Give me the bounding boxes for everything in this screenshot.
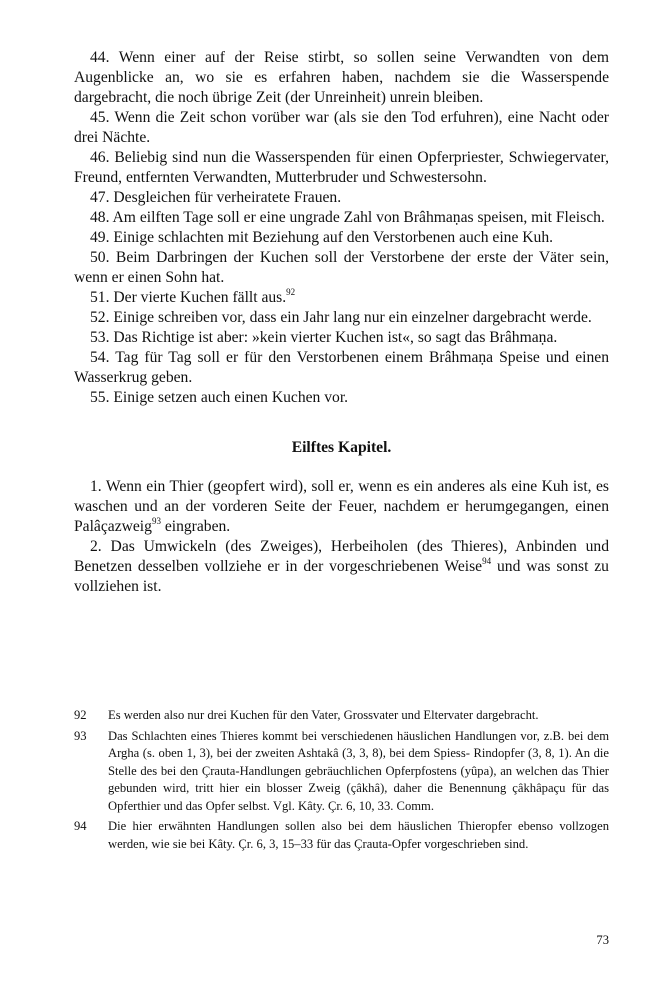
page-body — [74, 48, 609, 597]
paragraph-49: 49. Einige schlachten mit Beziehung auf den Verstorbenen auch eine Kuh. — [90, 229, 554, 246]
paragraph-53: 53. Das Richtige ist aber: »kein vierter Kuchen ist«, so sagt das Brâhmaṇa. — [90, 329, 558, 346]
footnote-text: Die hier erwähnten Handlungen sollen also bei dem häuslichen Thieropfer ebenso vollzogen werden, wie sie bei Kâty. Çr. 6, 3, 15–33 für das Çrauta-Opfer vorgeschrieben sind. — [108, 819, 609, 851]
footnote-ref-92[interactable]: 92 — [286, 287, 296, 297]
paragraph-50: 50. Beim Darbringen der Kuchen soll der Verstorbene der erste der Väter sein, wenn er einen Sohn hat. — [74, 249, 609, 286]
chapter-paragraph-1-text: 1. Wenn ein Thier (geopfert wird), soll er, wenn es ein anderes als eine Kuh ist, es waschen und an der vorderen Seite der Feuer, nachdem er herumgegangen, einen Palâçazweig — [74, 478, 609, 535]
footnote-text: Es werden also nur drei Kuchen für den Vater, Grossvater und Eltervater dargebracht. — [108, 708, 539, 722]
paragraph-46: 46. Beliebig sind nun die Wasserspenden für einen Opferpriester, Schwiegervater, Freund, entfernten Verwandten, Mutterbruder und Schwestersohn. — [74, 149, 609, 186]
footnote-ref-94[interactable]: 94 — [482, 556, 492, 566]
paragraph-51 — [74, 288, 609, 308]
page-number: 73 — [596, 933, 609, 947]
paragraph-52: 52. Einige schreiben vor, dass ein Jahr lang nur ein einzelner dargebracht werde. — [90, 309, 592, 326]
footnote-92 — [74, 707, 609, 725]
paragraph-51-text: 51. Der vierte Kuchen fällt aus. — [90, 289, 287, 306]
footnote-text: Das Schlachten eines Thieres kommt bei verschiedenen häuslichen Handlungen vor, z.B. bei dem Argha (s. oben 1, 3), bei der zweiten Ashtakâ (3, 3, 8), bei dem Spiess- Rindopfer (3, 8, 1). An die Stelle des bei den Çrauta-Handlungen gebräuchlichen Opferpfostens (yûpa), an welchen das Thier gebunden wird, tritt hier ein blosser Zweig (çâkhâ), daher die Benennung çâkhâpaçu für das Opferthier und das Opfer selbst. Vgl. Kâty. Çr. 6, 10, 33. Comm. — [108, 728, 609, 813]
paragraph-48: 48. Am eilften Tage soll er eine ungrade Zahl von Brâhmaṇas speisen, mit Fleisch. — [90, 209, 605, 226]
paragraph-45: 45. Wenn die Zeit schon vorüber war (als sie den Tod erfuhren), eine Nacht oder drei Nächte. — [74, 109, 609, 146]
footnotes-section — [74, 707, 609, 856]
paragraph-54: 54. Tag für Tag soll er für den Verstorbenen einem Brâhmaṇa Speise und einen Wasserkrug geben. — [74, 349, 609, 386]
footnote-number: 93 — [74, 728, 87, 743]
footnote-94 — [74, 818, 609, 853]
chapter-paragraph-2-tail: und was sonst zu vollziehen ist. — [74, 558, 609, 595]
chapter-paragraph-1-tail: eingraben. — [160, 518, 231, 535]
paragraph-55: 55. Einige setzen auch einen Kuchen vor. — [90, 389, 349, 406]
paragraph-47: 47. Desgleichen für verheiratete Frauen. — [90, 189, 342, 206]
chapter-paragraph-1 — [74, 477, 609, 537]
chapter-heading: Eilftes Kapitel. — [291, 439, 392, 456]
footnote-number: 94 — [74, 819, 87, 833]
chapter-paragraph-2 — [74, 537, 609, 597]
footnote-ref-93[interactable]: 93 — [151, 516, 161, 526]
footnote-number: 92 — [74, 708, 87, 722]
paragraph-44: 44. Wenn einer auf der Reise stirbt, so sollen seine Verwandten von dem Augenblicke an, wo sie es erfahren haben, nachdem sie die Wasserspende dargebracht, die noch übrige Zeit (der Unreinheit) unrein bleiben. — [74, 49, 609, 106]
chapter-paragraph-2-text: 2. Das Umwickeln (des Zweiges), Herbeiholen (des Thieres), Anbinden und Benetzen desselben vollziehe er in der vorgeschriebenen Weise — [74, 538, 609, 575]
footnote-93 — [74, 728, 609, 816]
